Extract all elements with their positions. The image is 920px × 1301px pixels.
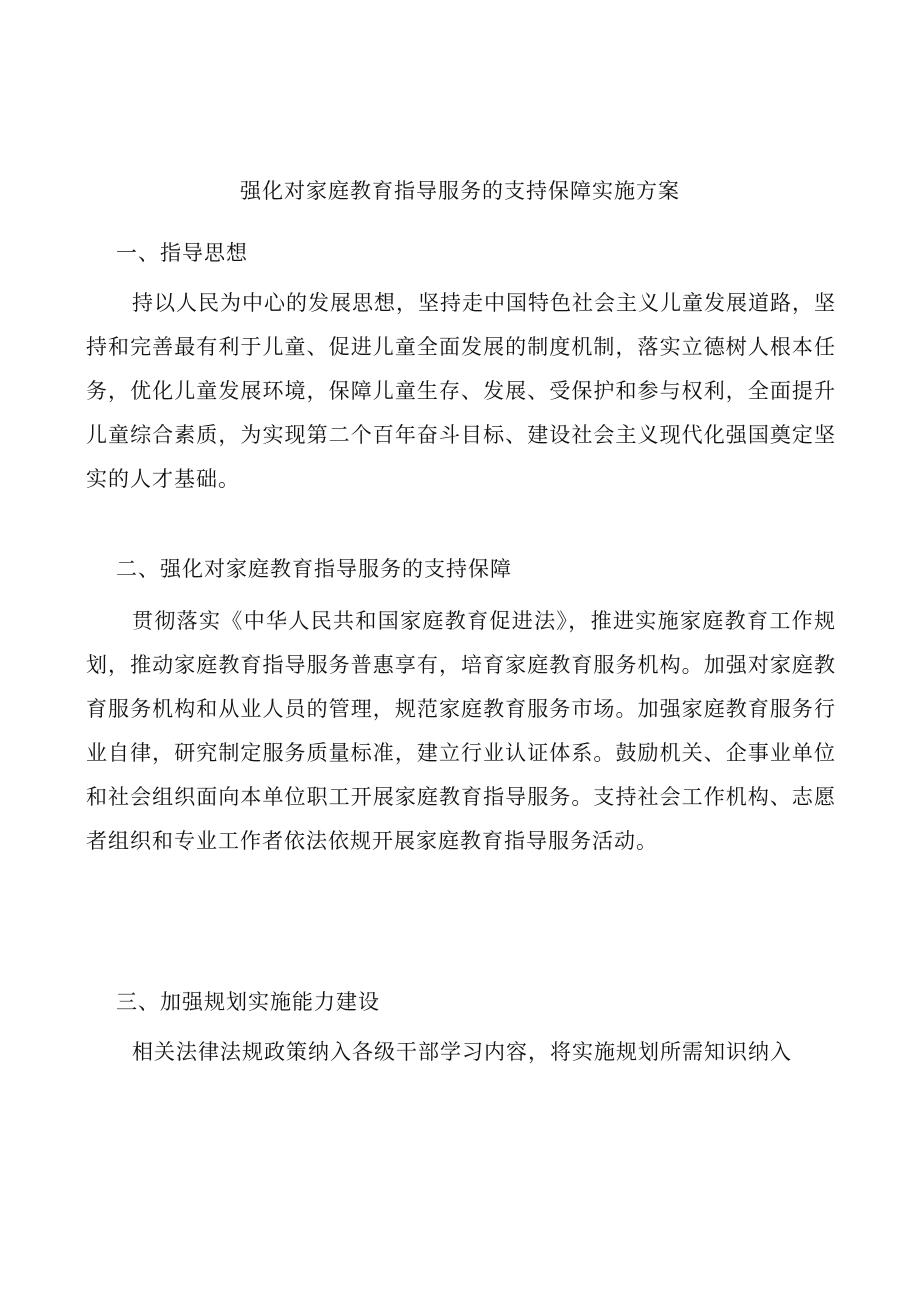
section-heading-guiding-thought: 一、指导思想 [116, 241, 248, 265]
section-paragraph-capacity-building: 相关法律法规政策纳入各级干部学习内容，将实施规划所需知识纳入 [132, 1040, 792, 1064]
section-paragraph-support-guarantee: 贯彻落实《中华人民共和国家庭教育促进法》，推进实施家庭教育工作规划，推动家庭教育指导服务普惠享有，培育家庭教育服务机构。加强对家庭教育服务机构和从业人员的管理，规范家庭教育服务市场。加强家庭教育服务行业自律，研究制定服务质量标准，建立行业认证体系。鼓励机关、企事业单位和社会组织面向本单位职工开展家庭教育指导服务。支持社会工作机构、志愿者组织和专业工作者依法依规开展家庭教育指导服务活动。 [86, 609, 836, 853]
section-paragraph-guiding-thought: 持以人民为中心的发展思想，坚持走中国特色社会主义儿童发展道路，坚持和完善最有利于儿童、促进儿童全面发展的制度机制，落实立德树人根本任务，优化儿童发展环境，保障儿童生存、发展、受保护和参与权利，全面提升儿童综合素质，为实现第二个百年奋斗目标、建设社会主义现代化强国奠定坚实的人才基础。 [86, 291, 836, 491]
document-title: 强化对家庭教育指导服务的支持保障实施方案 [240, 179, 680, 203]
section-heading-support-guarantee: 二、强化对家庭教育指导服务的支持保障 [116, 557, 512, 581]
section-heading-capacity-building: 三、加强规划实施能力建设 [116, 990, 380, 1014]
